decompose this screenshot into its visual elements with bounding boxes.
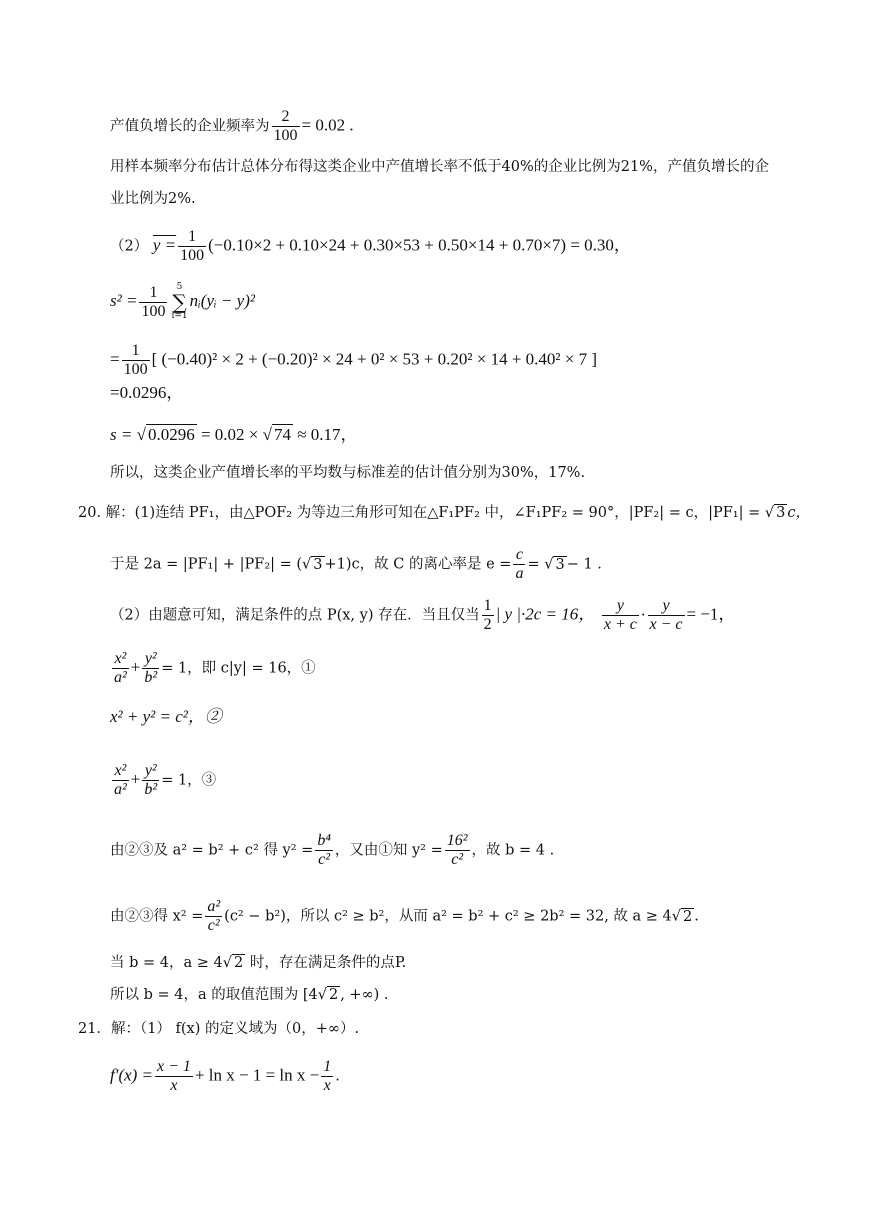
text: = 1，③	[161, 772, 217, 789]
text: 由②③得 x² =	[110, 908, 204, 925]
dot: ·	[640, 607, 646, 624]
fraction	[122, 342, 150, 379]
fraction	[321, 1058, 333, 1095]
fraction	[482, 597, 494, 634]
fraction	[205, 898, 222, 935]
paragraph-line: 用样本频率分布估计总体分布得这类企业中产值增长率不低于40%的企业比例为21%，产值负增长的企	[110, 159, 769, 175]
numerator: y²	[142, 650, 159, 669]
text: ，又由①知 y² =	[334, 842, 443, 859]
frequency-line	[110, 108, 354, 145]
sqrt-radicand: 0.0296	[147, 425, 195, 444]
eccentricity-line: 于是 2a = |PF₁| + |PF₂| = (√ 3 +1)c，故 C 的离心率是 e = $\frac{c}{a}$ = √ 3 − 1 .	[110, 546, 602, 582]
denominator: a²	[114, 669, 127, 686]
numerator: c	[513, 546, 525, 565]
denominator: x + c	[603, 616, 637, 633]
denominator: c²	[207, 917, 220, 934]
equation-1	[110, 650, 316, 687]
std-lhs: s =	[110, 425, 133, 444]
variance-formula	[110, 283, 255, 321]
denominator: c²	[318, 851, 331, 868]
text: − 1 .	[566, 556, 602, 573]
text: 所以 b = 4，a 的取值范围为 [4	[110, 987, 318, 1003]
text: ，故 b = 4 .	[471, 842, 555, 859]
problem-20-line: 20. 解：(1)连结 PF₁，由△POF₂ 为等边三角形可知在△F₁PF₂ 中，∠F₁PF₂ = 90°，|PF₂| = c，|PF₁| = √ 3 c，	[78, 505, 810, 521]
denominator: x − c	[649, 616, 683, 633]
mean-formula	[110, 228, 631, 265]
denominator: 100	[273, 127, 298, 144]
denominator: 100	[180, 247, 205, 264]
fraction	[112, 650, 129, 687]
text: 产值负增长的企业频率为	[110, 118, 270, 135]
fraction	[178, 228, 206, 265]
derive-b-line	[110, 832, 554, 869]
problem-20-text: 20. 解：(1)连结 PF₁，由△POF₂ 为等边三角形可知在△F₁PF₂ 中，∠F₁PF₂ = 90°，|PF₂| = c，|PF₁| =	[78, 505, 761, 521]
text: 于是 2a = |PF₁| + |PF₂| = (	[110, 556, 303, 573]
result: = 0.02 .	[301, 115, 354, 135]
std-result: ≈ 0.17，	[297, 425, 358, 444]
denominator: a²	[114, 781, 127, 798]
numerator: 1	[323, 1058, 332, 1075]
plus: +	[130, 769, 141, 789]
variance-computation	[110, 342, 597, 379]
variance-expression: [ (−0.40)² × 2 + (−0.20)² × 24 + 0² × 53 + 0.20² × 14 + 0.40² × 7 ]	[151, 349, 598, 369]
equation-3	[110, 762, 216, 799]
sum-upper: 5	[176, 282, 183, 292]
text: = −1，	[686, 604, 736, 624]
numerator: a²	[207, 898, 221, 915]
derive-a-line: 由②③得 x² = $\frac{\text{a²}}{\text{c²}}$ (c² − b²)，所以 c² ≥ b²，从而 a² = b² + c² ≥ 2b² = 32, 故 a ≥ 4√ 2 .	[110, 898, 699, 934]
text: = 1，即 c|y| = 16，①	[161, 660, 316, 677]
text: + ln x − 1 = ln x −	[194, 1065, 320, 1085]
mean-expression: (−0.10×2 + 0.10×24 + 0.30×53 + 0.50×14 + 0.70×7) = 0.30，	[208, 235, 631, 255]
text: .	[694, 908, 699, 925]
sqrt-radicand: 3	[313, 556, 323, 573]
numerator: x²	[112, 650, 129, 669]
denominator: b²	[144, 781, 158, 798]
denominator: 100	[123, 361, 148, 378]
paragraph-line: 业比例为2%.	[110, 191, 196, 207]
numerator: 1	[178, 228, 206, 247]
equals: =	[110, 349, 120, 369]
problem-21-line: 21．解：（1） f(x) 的定义域为（0，+∞）.	[78, 1021, 360, 1037]
fraction	[315, 832, 333, 869]
variance-lhs: s² =	[110, 291, 138, 310]
mean-lhs: y =	[152, 235, 177, 255]
sqrt-radicand: 74	[273, 425, 291, 444]
fraction	[139, 284, 167, 321]
text: f′(x) =	[110, 1065, 154, 1085]
denominator: x	[170, 1077, 178, 1094]
sqrt-radicand: 3	[555, 556, 565, 573]
text: （2）由题意可知，满足条件的点 P(x, y) 存在．当且仅当	[110, 607, 480, 624]
numerator: x²	[112, 762, 129, 781]
numerator: 1	[122, 342, 150, 361]
text: c，	[787, 505, 810, 521]
equation-2: x² + y² = c²，②	[110, 707, 222, 726]
fraction	[142, 650, 159, 687]
fraction	[648, 597, 685, 634]
variance-result: =0.0296，	[110, 383, 184, 402]
numerator: 2	[272, 108, 300, 127]
conclusion-line: 所以，这类企业产值增长率的平均数与标准差的估计值分别为30%，17%.	[110, 465, 586, 481]
fraction	[112, 762, 129, 799]
existence-line: 当 b = 4，a ≥ 4√ 2 时，存在满足条件的点P.	[110, 955, 407, 971]
numerator: 1	[483, 597, 492, 614]
fraction	[142, 762, 159, 799]
denominator: x	[323, 1077, 331, 1094]
denominator: 2	[483, 616, 492, 633]
std-mid: = 0.02 ×	[200, 425, 259, 444]
text: +1)c，故 C 的离心率是 e =	[324, 556, 512, 573]
text: 时，存在满足条件的点P.	[249, 955, 407, 971]
sum-symbol: 5 ∑ i=1	[171, 282, 188, 321]
sqrt-radicand: 2	[328, 987, 339, 1003]
numerator: b⁴	[317, 832, 331, 849]
text: =	[527, 556, 540, 573]
sqrt-radicand: 2	[683, 908, 693, 925]
std-formula: s = √ 0.0296 = 0.02 × √ 74 ≈ 0.17，	[110, 425, 358, 444]
numerator: y	[648, 597, 685, 616]
sum-lower: i=1	[171, 311, 188, 321]
text: | y |·2c = 16，	[495, 604, 596, 624]
plus: +	[130, 657, 141, 677]
condition-line	[110, 597, 735, 634]
denominator: 100	[141, 302, 166, 320]
text: 由②③及 a² = b² + c² 得 y² =	[110, 842, 314, 859]
numerator: 16²	[446, 832, 468, 849]
part-label: （2）	[110, 238, 149, 255]
range-line: 所以 b = 4，a 的取值范围为 [4√ 2 , +∞) .	[110, 987, 389, 1003]
denominator: c²	[451, 851, 464, 868]
fraction	[445, 832, 470, 869]
fraction	[272, 108, 300, 145]
sqrt-radicand: 3	[776, 505, 786, 521]
numerator: y²	[142, 762, 159, 781]
numerator: x − 1	[157, 1058, 191, 1075]
sqrt-radicand: 2	[233, 955, 244, 971]
derivative-line	[110, 1058, 340, 1095]
text: (c² − b²)，所以 c² ≥ b²，从而 a² = b² + c² ≥ 2b² = 32, 故 a ≥ 4	[224, 908, 672, 925]
denominator: a	[515, 565, 524, 582]
fraction	[155, 1058, 193, 1095]
variance-term: nᵢ(yᵢ − y)²	[189, 291, 255, 310]
text: , +∞) .	[340, 987, 389, 1003]
text: 当 b = 4，a ≥ 4	[110, 955, 223, 971]
numerator: 1	[139, 284, 167, 303]
denominator: b²	[144, 669, 158, 686]
numerator: y	[602, 597, 639, 616]
text: .	[335, 1068, 340, 1085]
fraction	[513, 546, 525, 583]
fraction	[602, 597, 639, 634]
